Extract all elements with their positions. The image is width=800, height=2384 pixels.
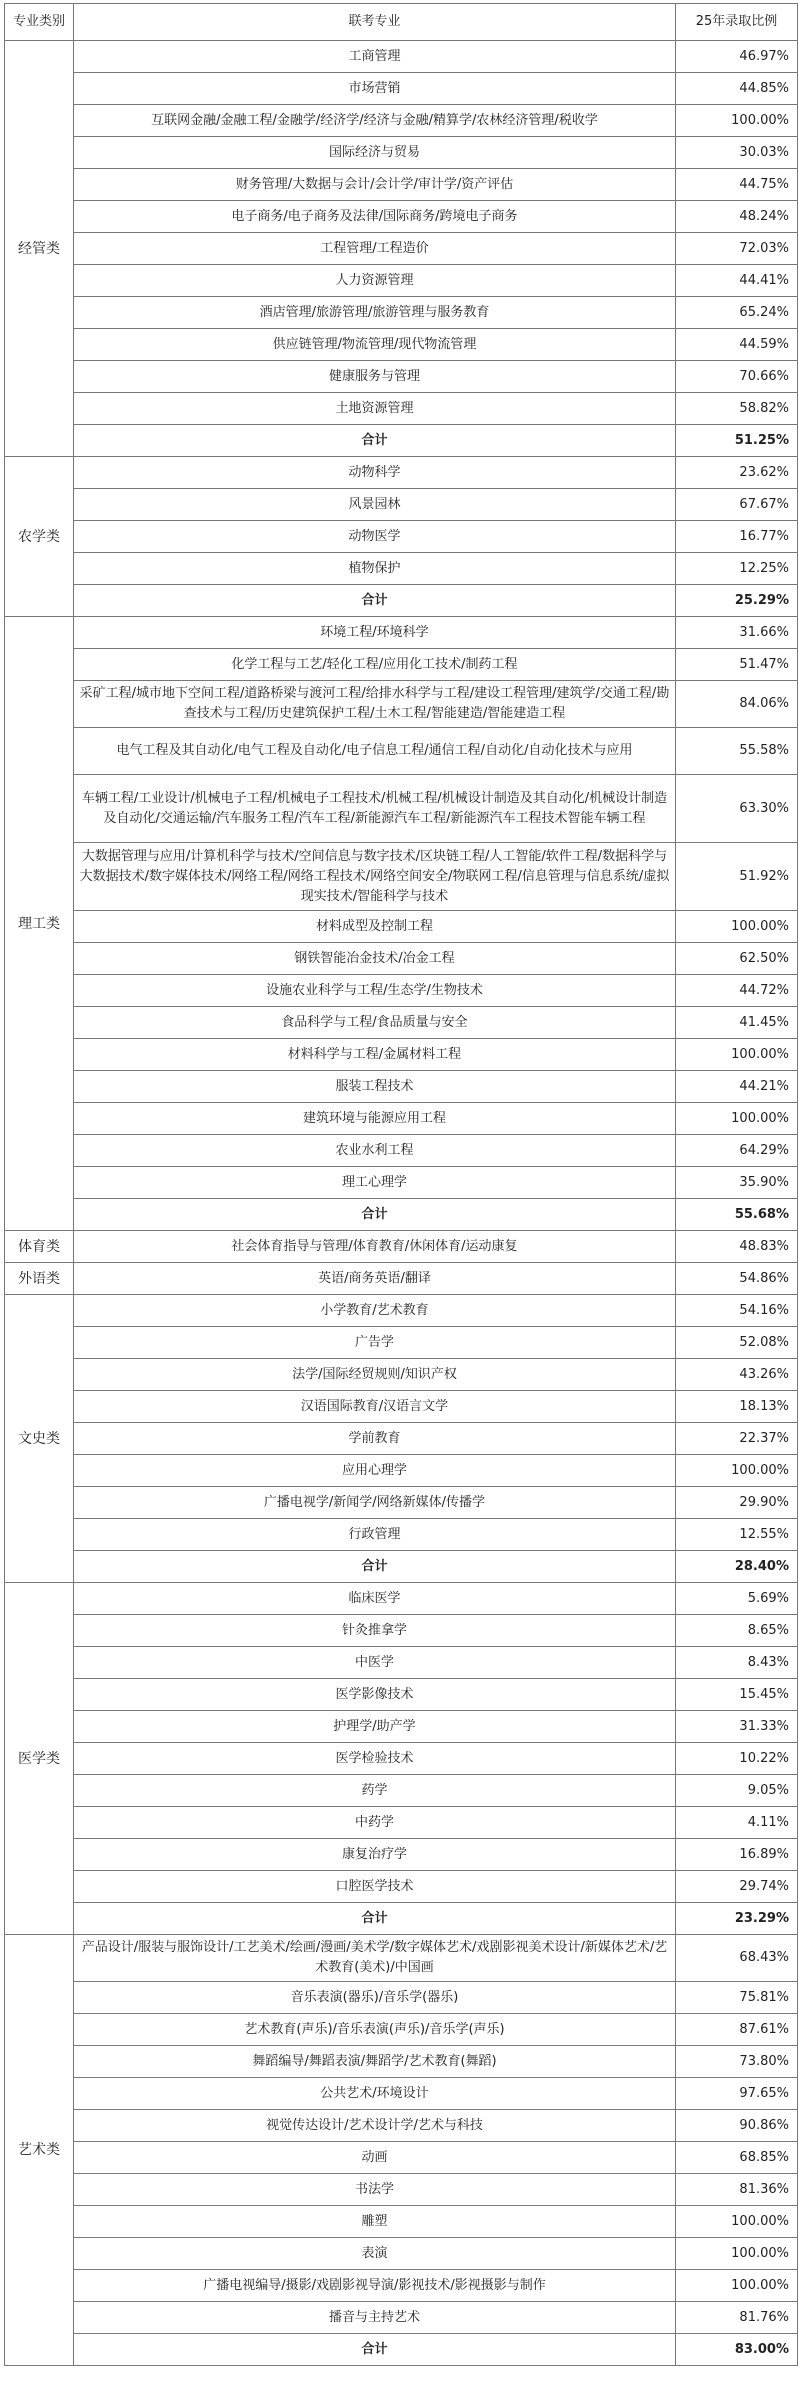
ratio-cell: 31.33% (676, 1711, 798, 1743)
table-row (5, 1935, 798, 1982)
table-row (5, 329, 798, 361)
major-cell: 中药学 (74, 1807, 676, 1839)
major-cell: 动物医学 (74, 521, 676, 553)
ratio-cell: 55.58% (676, 728, 798, 775)
major-cell: 药学 (74, 1775, 676, 1807)
table-row (5, 521, 798, 553)
table-row (5, 843, 798, 911)
table-total-row (5, 1199, 798, 1231)
major-cell: 社会体育指导与管理/体育教育/休闲体育/运动康复 (74, 1231, 676, 1263)
table-row (5, 553, 798, 585)
major-cell: 设施农业科学与工程/生态学/生物技术 (74, 975, 676, 1007)
ratio-cell: 97.65% (676, 2078, 798, 2110)
major-cell: 农业水利工程 (74, 1135, 676, 1167)
major-cell: 化学工程与工艺/轻化工程/应用化工技术/制药工程 (74, 649, 676, 681)
ratio-cell: 9.05% (676, 1775, 798, 1807)
major-cell: 大数据管理与应用/计算机科学与技术/空间信息与数字技术/区块链工程/人工智能/软件工程/数据科学与大数据技术/数字媒体技术/网络工程/网络工程技术/网络空间安全/物联网工程/信息管理与信息系统/虚拟现实技术/智能科学与技术 (74, 843, 676, 911)
table-total-row (5, 425, 798, 457)
ratio-cell: 100.00% (676, 1039, 798, 1071)
ratio-cell: 100.00% (676, 2270, 798, 2302)
table-row (5, 2110, 798, 2142)
table-row (5, 775, 798, 843)
ratio-cell: 90.86% (676, 2110, 798, 2142)
table-row (5, 233, 798, 265)
major-cell: 电子商务/电子商务及法律/国际商务/跨境电子商务 (74, 201, 676, 233)
table-body (5, 41, 798, 2366)
table-row (5, 1647, 798, 1679)
ratio-cell: 12.55% (676, 1519, 798, 1551)
ratio-cell: 100.00% (676, 2206, 798, 2238)
major-cell: 公共艺术/环境设计 (74, 2078, 676, 2110)
ratio-cell: 30.03% (676, 137, 798, 169)
major-cell: 供应链管理/物流管理/现代物流管理 (74, 329, 676, 361)
ratio-cell: 54.16% (676, 1295, 798, 1327)
ratio-cell: 22.37% (676, 1423, 798, 1455)
major-cell: 音乐表演(器乐)/音乐学(器乐) (74, 1982, 676, 2014)
ratio-cell: 58.82% (676, 393, 798, 425)
major-cell: 材料科学与工程/金属材料工程 (74, 1039, 676, 1071)
table-row (5, 265, 798, 297)
ratio-cell: 8.65% (676, 1615, 798, 1647)
table-row (5, 1455, 798, 1487)
ratio-cell: 29.90% (676, 1487, 798, 1519)
major-cell: 医学检验技术 (74, 1743, 676, 1775)
total-label-cell: 合计 (74, 2334, 676, 2366)
table-row (5, 1743, 798, 1775)
major-cell: 食品科学与工程/食品质量与安全 (74, 1007, 676, 1039)
ratio-cell: 41.45% (676, 1007, 798, 1039)
table-row (5, 1487, 798, 1519)
table-row (5, 201, 798, 233)
table-row (5, 1007, 798, 1039)
major-cell: 视觉传达设计/艺术设计学/艺术与科技 (74, 2110, 676, 2142)
ratio-cell: 72.03% (676, 233, 798, 265)
ratio-cell: 44.59% (676, 329, 798, 361)
ratio-cell: 44.85% (676, 73, 798, 105)
ratio-cell: 65.24% (676, 297, 798, 329)
major-cell: 人力资源管理 (74, 265, 676, 297)
category-cell: 文史类 (5, 1295, 74, 1583)
ratio-cell: 62.50% (676, 943, 798, 975)
table-row (5, 2238, 798, 2270)
major-cell: 广播电视编导/摄影/戏剧影视导演/影视技术/影视摄影与制作 (74, 2270, 676, 2302)
major-cell: 钢铁智能冶金技术/冶金工程 (74, 943, 676, 975)
major-cell: 针灸推拿学 (74, 1615, 676, 1647)
ratio-cell: 48.83% (676, 1231, 798, 1263)
major-cell: 雕塑 (74, 2206, 676, 2238)
major-cell: 服装工程技术 (74, 1071, 676, 1103)
header-category: 专业类别 (5, 4, 74, 41)
ratio-cell: 16.89% (676, 1839, 798, 1871)
ratio-cell: 44.72% (676, 975, 798, 1007)
total-label-cell: 合计 (74, 425, 676, 457)
category-cell: 理工类 (5, 617, 74, 1231)
table-row (5, 1231, 798, 1263)
ratio-cell: 23.62% (676, 457, 798, 489)
major-cell: 工商管理 (74, 41, 676, 73)
ratio-cell: 48.24% (676, 201, 798, 233)
total-label-cell: 合计 (74, 1903, 676, 1935)
major-cell: 理工心理学 (74, 1167, 676, 1199)
table-row (5, 649, 798, 681)
table-row (5, 137, 798, 169)
ratio-cell: 18.13% (676, 1391, 798, 1423)
table-row (5, 1135, 798, 1167)
major-cell: 互联网金融/金融工程/金融学/经济学/经济与金融/精算学/农林经济管理/税收学 (74, 105, 676, 137)
table-row (5, 1295, 798, 1327)
major-cell: 市场营销 (74, 73, 676, 105)
total-ratio-cell: 55.68% (676, 1199, 798, 1231)
ratio-cell: 29.74% (676, 1871, 798, 1903)
table-row (5, 1167, 798, 1199)
ratio-cell: 44.21% (676, 1071, 798, 1103)
table-row (5, 1807, 798, 1839)
table-row (5, 1327, 798, 1359)
major-cell: 书法学 (74, 2174, 676, 2206)
major-cell: 国际经济与贸易 (74, 137, 676, 169)
major-cell: 建筑环境与能源应用工程 (74, 1103, 676, 1135)
table-row (5, 297, 798, 329)
table-row (5, 1071, 798, 1103)
major-cell: 临床医学 (74, 1583, 676, 1615)
total-ratio-cell: 28.40% (676, 1551, 798, 1583)
table-row (5, 943, 798, 975)
table-total-row (5, 2334, 798, 2366)
table-row (5, 2270, 798, 2302)
major-cell: 小学教育/艺术教育 (74, 1295, 676, 1327)
ratio-cell: 15.45% (676, 1679, 798, 1711)
ratio-cell: 68.85% (676, 2142, 798, 2174)
table-row (5, 1583, 798, 1615)
table-total-row (5, 1903, 798, 1935)
table-row (5, 2206, 798, 2238)
ratio-cell: 10.22% (676, 1743, 798, 1775)
ratio-cell: 54.86% (676, 1263, 798, 1295)
major-cell: 康复治疗学 (74, 1839, 676, 1871)
table-row (5, 105, 798, 137)
major-cell: 动画 (74, 2142, 676, 2174)
major-cell: 播音与主持艺术 (74, 2302, 676, 2334)
ratio-cell: 70.66% (676, 361, 798, 393)
table-row (5, 1679, 798, 1711)
table-row (5, 911, 798, 943)
major-cell: 中医学 (74, 1647, 676, 1679)
table-total-row (5, 1551, 798, 1583)
major-cell: 工程管理/工程造价 (74, 233, 676, 265)
ratio-cell: 51.92% (676, 843, 798, 911)
total-ratio-cell: 23.29% (676, 1903, 798, 1935)
table-row (5, 393, 798, 425)
table-row (5, 1103, 798, 1135)
table-row (5, 1263, 798, 1295)
ratio-cell: 8.43% (676, 1647, 798, 1679)
ratio-cell: 12.25% (676, 553, 798, 585)
category-cell: 体育类 (5, 1231, 74, 1263)
major-cell: 动物科学 (74, 457, 676, 489)
table-row (5, 681, 798, 728)
major-cell: 广播电视学/新闻学/网络新媒体/传播学 (74, 1487, 676, 1519)
ratio-cell: 100.00% (676, 2238, 798, 2270)
ratio-cell: 44.41% (676, 265, 798, 297)
table-row (5, 41, 798, 73)
ratio-cell: 63.30% (676, 775, 798, 843)
major-cell: 艺术教育(声乐)/音乐表演(声乐)/音乐学(声乐) (74, 2014, 676, 2046)
ratio-cell: 5.69% (676, 1583, 798, 1615)
table-row (5, 1359, 798, 1391)
major-cell: 口腔医学技术 (74, 1871, 676, 1903)
table-row (5, 2078, 798, 2110)
major-cell: 医学影像技术 (74, 1679, 676, 1711)
category-cell: 医学类 (5, 1583, 74, 1935)
table-header-row (5, 4, 798, 41)
major-cell: 护理学/助产学 (74, 1711, 676, 1743)
table-row (5, 1871, 798, 1903)
table-row (5, 73, 798, 105)
table-row (5, 457, 798, 489)
admission-ratio-table (4, 3, 798, 2366)
ratio-cell: 100.00% (676, 911, 798, 943)
ratio-cell: 68.43% (676, 1935, 798, 1982)
ratio-cell: 35.90% (676, 1167, 798, 1199)
major-cell: 舞蹈编导/舞蹈表演/舞蹈学/艺术教育(舞蹈) (74, 2046, 676, 2078)
major-cell: 采矿工程/城市地下空间工程/道路桥梁与渡河工程/给排水科学与工程/建设工程管理/建筑学/交通工程/勘查技术与工程/历史建筑保护工程/土木工程/智能建造/智能建造工程 (74, 681, 676, 728)
table-row (5, 2014, 798, 2046)
major-cell: 应用心理学 (74, 1455, 676, 1487)
total-ratio-cell: 83.00% (676, 2334, 798, 2366)
table-row (5, 2174, 798, 2206)
ratio-cell: 52.08% (676, 1327, 798, 1359)
table-row (5, 1982, 798, 2014)
ratio-cell: 100.00% (676, 105, 798, 137)
major-cell: 电气工程及其自动化/电气工程及自动化/电子信息工程/通信工程/自动化/自动化技术与应用 (74, 728, 676, 775)
table-row (5, 1423, 798, 1455)
major-cell: 酒店管理/旅游管理/旅游管理与服务教育 (74, 297, 676, 329)
ratio-cell: 81.36% (676, 2174, 798, 2206)
total-ratio-cell: 51.25% (676, 425, 798, 457)
major-cell: 风景园林 (74, 489, 676, 521)
ratio-cell: 87.61% (676, 2014, 798, 2046)
table-row (5, 975, 798, 1007)
category-cell: 艺术类 (5, 1935, 74, 2366)
major-cell: 广告学 (74, 1327, 676, 1359)
major-cell: 表演 (74, 2238, 676, 2270)
major-cell: 行政管理 (74, 1519, 676, 1551)
header-ratio: 25年录取比例 (676, 4, 798, 41)
ratio-cell: 4.11% (676, 1807, 798, 1839)
major-cell: 英语/商务英语/翻译 (74, 1263, 676, 1295)
major-cell: 植物保护 (74, 553, 676, 585)
ratio-cell: 64.29% (676, 1135, 798, 1167)
major-cell: 环境工程/环境科学 (74, 617, 676, 649)
table-row (5, 1391, 798, 1423)
major-cell: 法学/国际经贸规则/知识产权 (74, 1359, 676, 1391)
ratio-cell: 43.26% (676, 1359, 798, 1391)
table-row (5, 489, 798, 521)
ratio-cell: 100.00% (676, 1103, 798, 1135)
table-total-row (5, 585, 798, 617)
major-cell: 汉语国际教育/汉语言文学 (74, 1391, 676, 1423)
table-row (5, 1519, 798, 1551)
category-cell: 外语类 (5, 1263, 74, 1295)
major-cell: 产品设计/服装与服饰设计/工艺美术/绘画/漫画/美术学/数字媒体艺术/戏剧影视美术设计/新媒体艺术/艺术教育(美术)/中国画 (74, 1935, 676, 1982)
ratio-cell: 81.76% (676, 2302, 798, 2334)
total-ratio-cell: 25.29% (676, 585, 798, 617)
table-row (5, 1615, 798, 1647)
table-row (5, 1839, 798, 1871)
table-row (5, 1775, 798, 1807)
ratio-cell: 84.06% (676, 681, 798, 728)
table-row (5, 1711, 798, 1743)
ratio-cell: 100.00% (676, 1455, 798, 1487)
table-row (5, 169, 798, 201)
ratio-cell: 73.80% (676, 2046, 798, 2078)
major-cell: 健康服务与管理 (74, 361, 676, 393)
header-major: 联考专业 (74, 4, 676, 41)
ratio-cell: 46.97% (676, 41, 798, 73)
total-label-cell: 合计 (74, 585, 676, 617)
ratio-cell: 67.67% (676, 489, 798, 521)
table-row (5, 2142, 798, 2174)
table-row (5, 2302, 798, 2334)
table-row (5, 617, 798, 649)
major-cell: 车辆工程/工业设计/机械电子工程/机械电子工程技术/机械工程/机械设计制造及其自动化/机械设计制造及自动化/交通运输/汽车服务工程/汽车工程/新能源汽车工程/新能源汽车工程技术智能车辆工程 (74, 775, 676, 843)
total-label-cell: 合计 (74, 1199, 676, 1231)
ratio-cell: 51.47% (676, 649, 798, 681)
table-row (5, 2046, 798, 2078)
category-cell: 农学类 (5, 457, 74, 617)
major-cell: 学前教育 (74, 1423, 676, 1455)
total-label-cell: 合计 (74, 1551, 676, 1583)
ratio-cell: 44.75% (676, 169, 798, 201)
major-cell: 财务管理/大数据与会计/会计学/审计学/资产评估 (74, 169, 676, 201)
ratio-cell: 31.66% (676, 617, 798, 649)
table-row (5, 728, 798, 775)
ratio-cell: 75.81% (676, 1982, 798, 2014)
table-row (5, 361, 798, 393)
major-cell: 土地资源管理 (74, 393, 676, 425)
table-row (5, 1039, 798, 1071)
ratio-cell: 16.77% (676, 521, 798, 553)
major-cell: 材料成型及控制工程 (74, 911, 676, 943)
category-cell: 经管类 (5, 41, 74, 457)
